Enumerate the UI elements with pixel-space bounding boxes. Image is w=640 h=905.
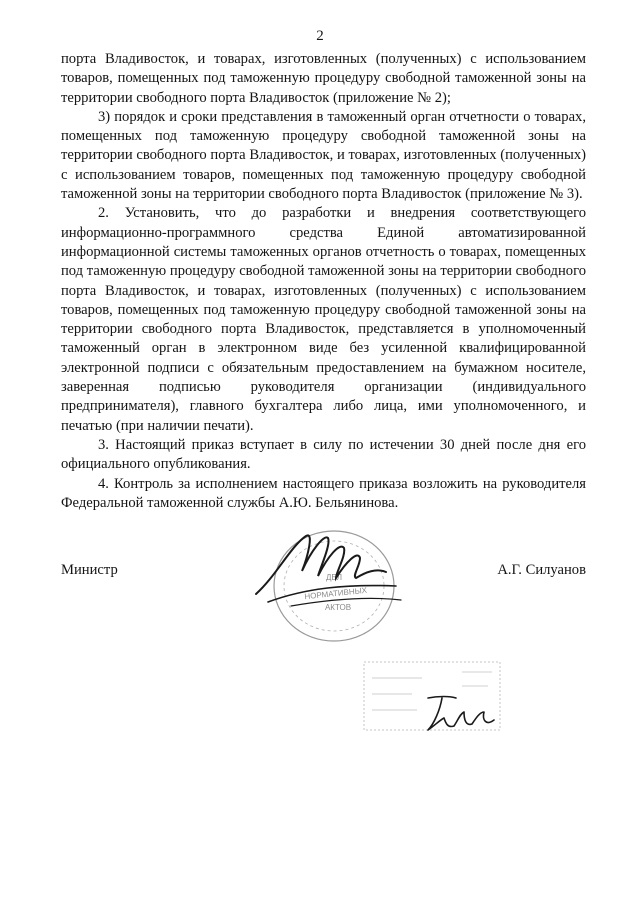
paragraph-continuation: порта Владивосток, и товарах, изготовленных (полученных) с использованием товаров, помещенных под таможенную процедуру свободной таможенной зоны на территории свободного порта Владивосток (приложение № 2); <box>61 51 586 106</box>
paragraph-item-3: 3) порядок и сроки представления в таможенный орган отчетности о товарах, помещенных под таможенную процедуру свободной таможенной зоны на территории свободного порта Владивосток, и товарах, изготовленных (полученных) с использованием товаров, помещенных под таможенную процедуру свободной таможенной зоны на территории свободного порта Владивосток (приложение № 3). <box>61 108 586 203</box>
page-number: 2 <box>316 28 324 44</box>
seal-text-line-3: АКТОВ <box>324 603 352 612</box>
signer-title: Министр <box>61 562 118 578</box>
initials-signature <box>420 690 510 738</box>
paragraph-clause-4: 4. Контроль за исполнением настоящего приказа возложить на руководителя Федеральной таможенной службы А.Ю. Бельянинова. <box>61 475 586 511</box>
signer-name: А.Г. Силуанов <box>497 562 586 578</box>
paragraph-clause-3: 3. Настоящий приказ вступает в силу по истечении 30 дней после дня его официального опубликования. <box>61 436 586 473</box>
official-seal <box>236 516 406 646</box>
document-body <box>61 50 586 513</box>
seal-text-line-1: ДЕЛ <box>325 573 343 582</box>
paragraph-clause-2: 2. Установить, что до разработки и внедрения соответствующего информационно-программного средства Единой автоматизированной информационной системы таможенных органов отчетность о товарах, помещенных под таможенную процедуру свободной таможенной зоны на территории свободного порта Владивосток, и товарах, изготовленных (полученных) с использованием товаров, помещенных под таможенную процедуру свободной таможенной зоны на территории свободного порта Владивосток, представляется в уполномоченный таможенный орган в электронном виде без усиленной квалифицированной электронной подписи с обязательным предоставлением на бумажном носителе, заверенная подписью руководителя организации (индивидуального предпринимателя), главного бухгалтера либо лица, ими уполномоченного, и печатью (при наличии печати). <box>61 205 586 434</box>
seal-text-line-2: НОРМАТИВНЫХ <box>304 585 368 602</box>
